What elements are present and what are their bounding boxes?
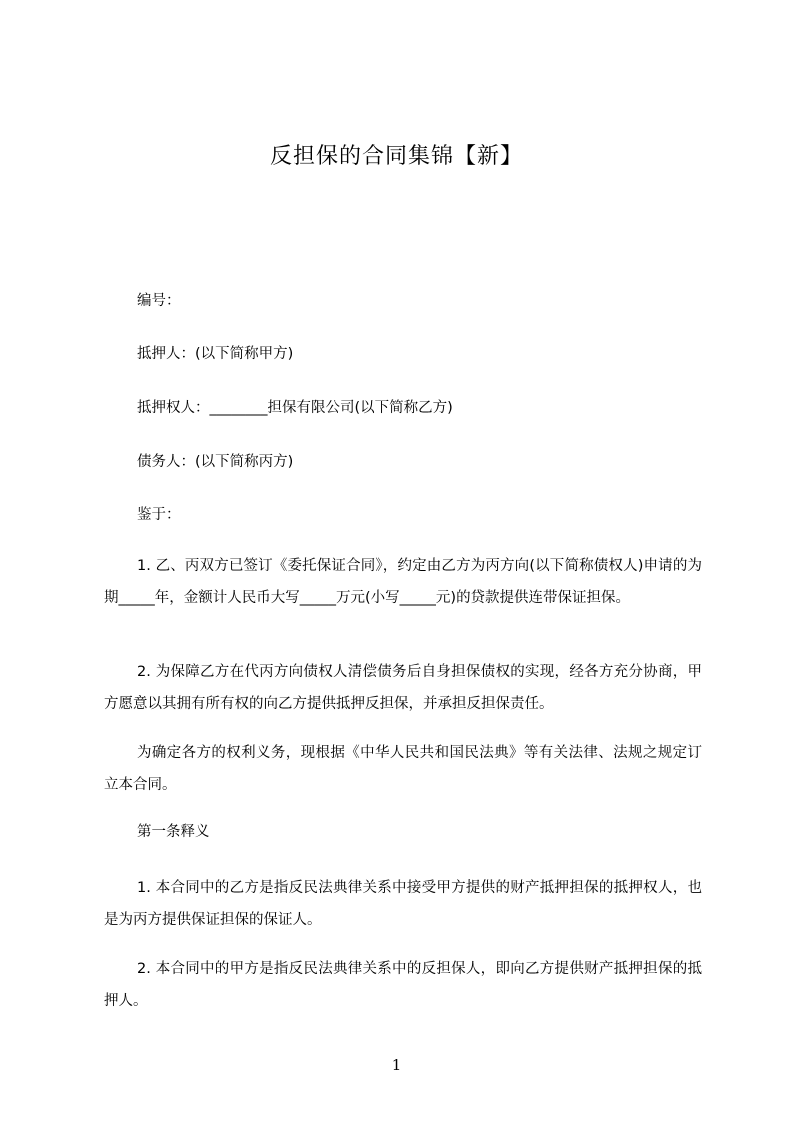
article-1-heading: 第一条释义: [137, 824, 210, 840]
document-title: 反担保的合同集锦【新】: [269, 144, 523, 169]
field-number: 编号：: [137, 293, 181, 309]
field-debtor: 债务人：(以下简称丙方): [137, 454, 294, 470]
recital-paragraph-1: 1. 乙、丙双方已签订《委托保证合同》，约定由乙方为丙方向(以下简称债权人)申请的为期_____年，金额计人民币大写_____万元(小写_____元)的贷款提供连带保证担保。: [104, 558, 702, 606]
purpose-paragraph: 为确定各方的权利义务，现根据《中华人民共和国民法典》等有关法律、法规之规定订立本合同。: [104, 745, 702, 793]
definition-paragraph-1: 1. 本合同中的乙方是指反民法典律关系中接受甲方提供的财产抵押担保的抵押权人，也是为丙方提供保证担保的保证人。: [104, 880, 702, 928]
recital-paragraph-2: 2. 为保障乙方在代丙方向债权人清偿债务后自身担保债权的实现，经各方充分协商，甲方愿意以其拥有所有权的向乙方提供抵押反担保，并承担反担保责任。: [104, 664, 702, 712]
definition-paragraph-2: 2. 本合同中的甲方是指反民法典律关系中的反担保人，即向乙方提供财产抵押担保的抵押人。: [104, 961, 702, 1009]
field-mortgagee: 抵押权人：________担保有限公司(以下简称乙方): [137, 400, 453, 416]
field-whereas: 鉴于：: [137, 507, 181, 523]
field-mortgagor: 抵押人：(以下简称甲方): [137, 346, 294, 362]
page-number: 1: [391, 1056, 402, 1074]
